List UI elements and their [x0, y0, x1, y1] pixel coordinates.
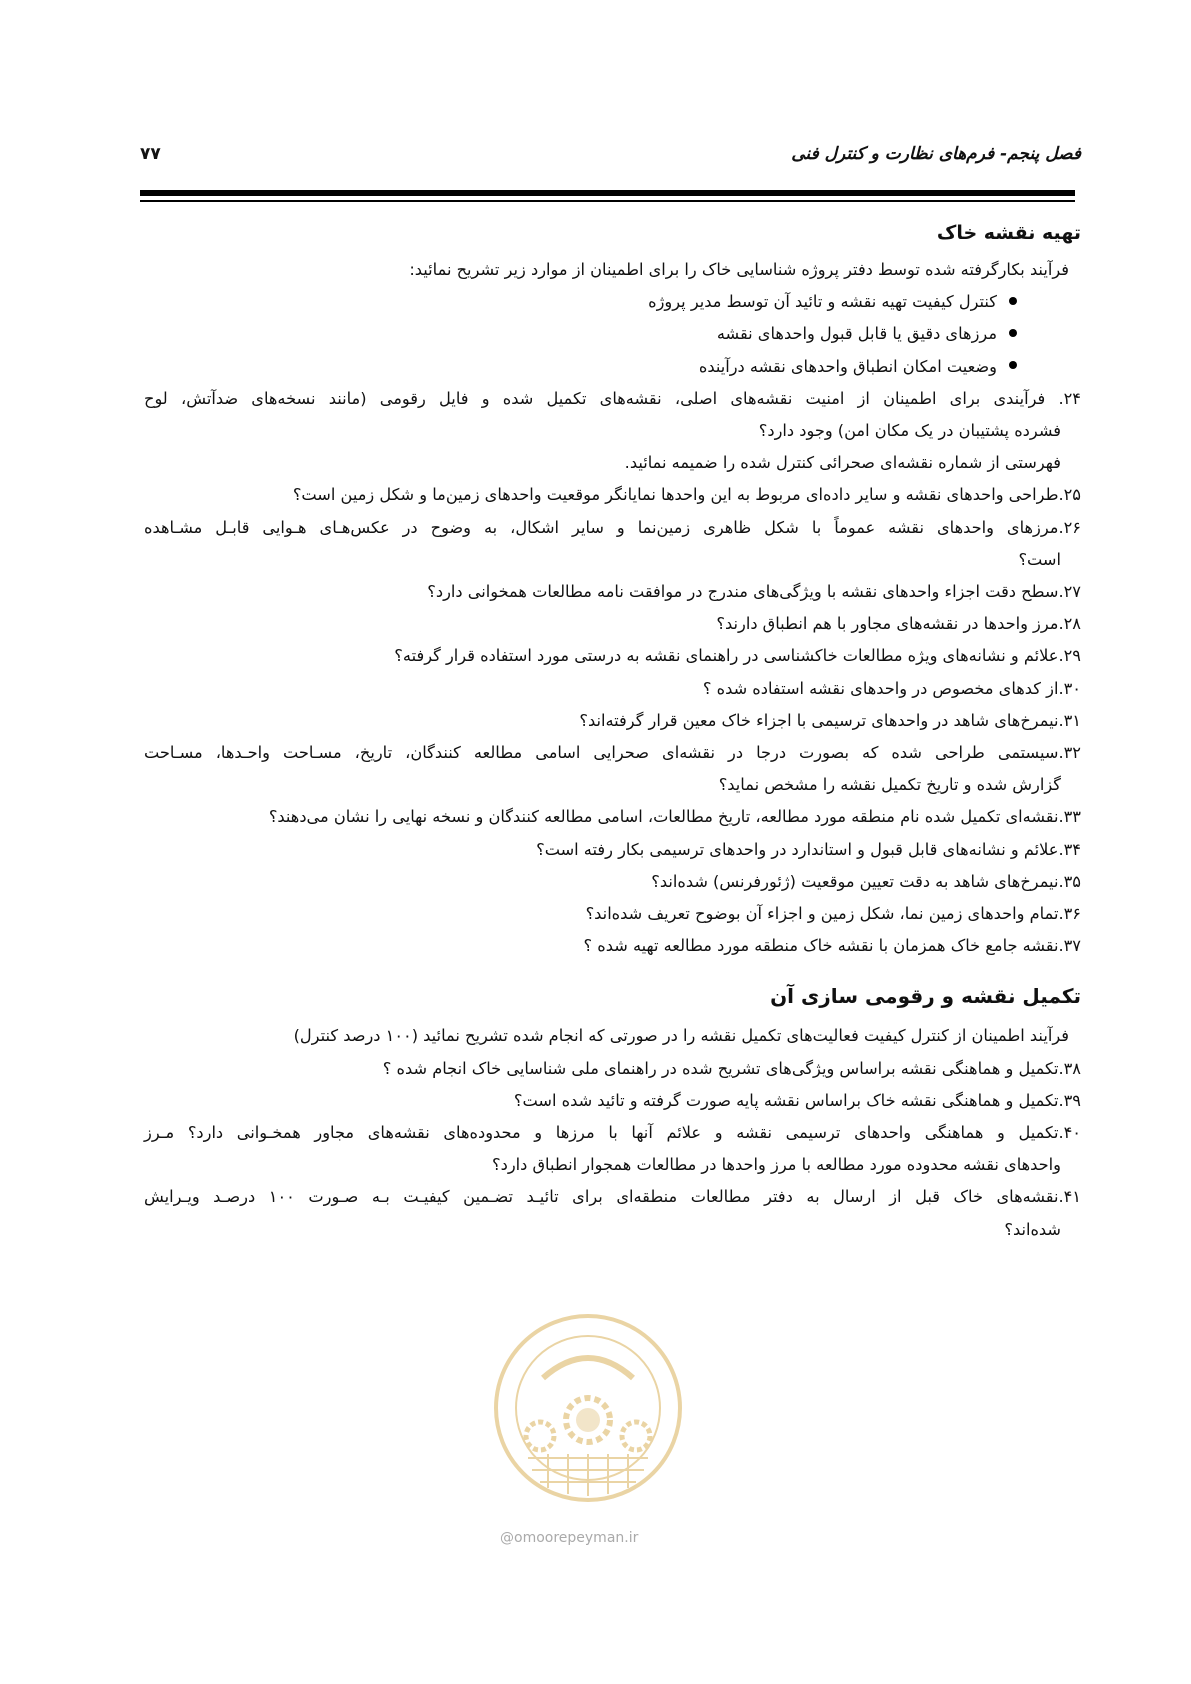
question-25: ۲۵.طراحی واحدهای نقشه و سایر داده‌ای مربوط به این واحدها نمایانگر موقعیت واحدهای زمین‌ما و شکل زمین است؟: [292, 485, 1081, 505]
section-heading-soil-map: تهیه نقشه خاک: [936, 222, 1081, 244]
question-30: ۳۰.از کدهای مخصوص در واحدهای نقشه استفاده شده ؟: [702, 678, 1081, 698]
question-39: ۳۹.تکمیل و هماهنگی نقشه خاک براساس نقشه پایه صورت گرفته و تائید شده است؟: [513, 1090, 1081, 1110]
header-rule-thick: [140, 190, 1075, 196]
question-26-line1: ۲۶.مرزهای واحدهای نقشه عموماً با شکل ظاهری زمین‌نما و سایر اشکال، به وضوح در عکس‌هـای هـوایی قابـل مشـاهده: [144, 517, 1081, 537]
watermark-url: @omoorepeyman.ir: [500, 1530, 639, 1546]
question-27: ۲۷.سطح دقت اجزاء واحدهای نقشه با ویژگی‌های مندرج در موافقت نامه مطالعات همخوانی دارد؟: [427, 582, 1081, 602]
question-34: ۳۴.علائم و نشانه‌های قابل قبول و استاندارد در واحدهای ترسیمی بکار رفته است؟: [536, 839, 1081, 859]
bullet-item: کنترل کیفیت تهیه نقشه و تائید آن توسط مدیر پروژه: [144, 286, 1081, 318]
bullet-item: وضعیت امکان انطباق واحدهای نقشه درآینده: [144, 351, 1081, 383]
bullet-dot-icon: [1009, 297, 1017, 305]
bullet-dot-icon: [1009, 361, 1017, 369]
chapter-title: فصل پنجم- فرم‌های نظارت و کنترل فنی: [791, 144, 1081, 164]
question-28: ۲۸.مرز واحدها در نقشه‌های مجاور با هم انطباق دارند؟: [716, 614, 1081, 634]
page-body: [144, 212, 1081, 1246]
section-intro: فرآیند اطمینان از کنترل کیفیت فعالیت‌های تکمیل نقشه را در صورتی که انجام شده تشریح نمائید (۱۰۰ درصد کنترل): [293, 1026, 1069, 1046]
question-41-line1: ۴۱.نقشه‌های خاک قبل از ارسال به دفتر مطالعات منطقه‌ای برای تائیـد تضـمین کیفیـت بـه صـورت ۱۰۰ درصـد ویـرایش: [144, 1187, 1081, 1207]
page-number: ۷۷: [140, 144, 161, 164]
question-32-line1: ۳۲.سیستمی طراحی شده که بصورت درجا در نقشه‌ای صحرایی اسامی مطالعه کنندگان، تاریخ، مسـاحت واحـدها، مسـاحت: [144, 743, 1081, 763]
section-intro: فرآیند بکارگرفته شده توسط دفتر پروژه شناسایی خاک را برای اطمینان از موارد زیر تشریح نمائید:: [409, 260, 1069, 279]
question-24-line2: فشرده پشتیبان در یک مکان امن) وجود دارد؟: [758, 421, 1061, 441]
bullet-item: مرزهای دقیق یا قابل قبول واحدهای نقشه: [144, 318, 1081, 350]
question-33: ۳۳.نقشه‌ای تکمیل شده نام منطقه مورد مطالعه، تاریخ مطالعات، اسامی مطالعه کنندگان و نسخه نهایی را نشان می‌دهند؟: [268, 807, 1081, 827]
section-heading-digitizing: تکمیل نقشه و رقومی سازی آن: [770, 984, 1081, 1009]
bullet-dot-icon: [1009, 329, 1017, 337]
question-35: ۳۵.نیمرخ‌های شاهد به دقت تعیین موقعیت (ژئورفرنس) شده‌اند؟: [651, 871, 1081, 891]
watermark-logo-icon: [488, 1308, 688, 1508]
question-26-line2: است؟: [1018, 549, 1061, 569]
question-41-line2: شده‌اند؟: [1004, 1219, 1061, 1239]
question-29: ۲۹.علائم و نشانه‌های ویژه مطالعات خاکشناسی در راهنمای نقشه به درستی مورد استفاده قرار گرفته؟: [394, 646, 1081, 666]
question-36: ۳۶.تمام واحدهای زمین نما، شکل زمین و اجزاء آن بوضوح تعریف شده‌اند؟: [585, 904, 1081, 924]
question-37: ۳۷.نقشه جامع خاک همزمان با نقشه خاک منطقه مورد مطالعه تهیه شده ؟: [583, 936, 1081, 956]
header-rule-thin: [140, 200, 1075, 202]
question-38: ۳۸.تکمیل و هماهنگی نقشه براساس ویژگی‌های تشریح شده در راهنمای ملی شناسایی خاک انجام شده ؟: [382, 1058, 1081, 1078]
question-40-line2: واحدهای نقشه محدوده مورد مطالعه با مرز واحدها در مطالعات همجوار انطباق دارد؟: [492, 1155, 1061, 1175]
question-24-line1: ۲۴. فرآیندی برای اطمینان از امنیت نقشه‌های اصلی، نقشه‌های تکمیل شده و فایل رقومی (مانند نسخه‌های ضدآتش، لوح: [144, 388, 1081, 408]
question-31: ۳۱.نیمرخ‌های شاهد در واحدهای ترسیمی با اجزاء خاک معین قرار گرفته‌اند؟: [579, 710, 1081, 730]
question-40-line1: ۴۰.تکمیل و هماهنگی واحدهای ترسیمی نقشه و علائم آنها با مرزها و محدوده‌های نقشه‌های مجاور همخـوانی دارد؟ مـرز: [144, 1123, 1081, 1143]
question-32-line2: گزارش شده و تاریخ تکمیل نقشه را مشخص نماید؟: [718, 775, 1061, 795]
question-24-line3: فهرستی از شماره نقشه‌ای صحرائی کنترل شده را ضمیمه نمائید.: [624, 453, 1061, 473]
